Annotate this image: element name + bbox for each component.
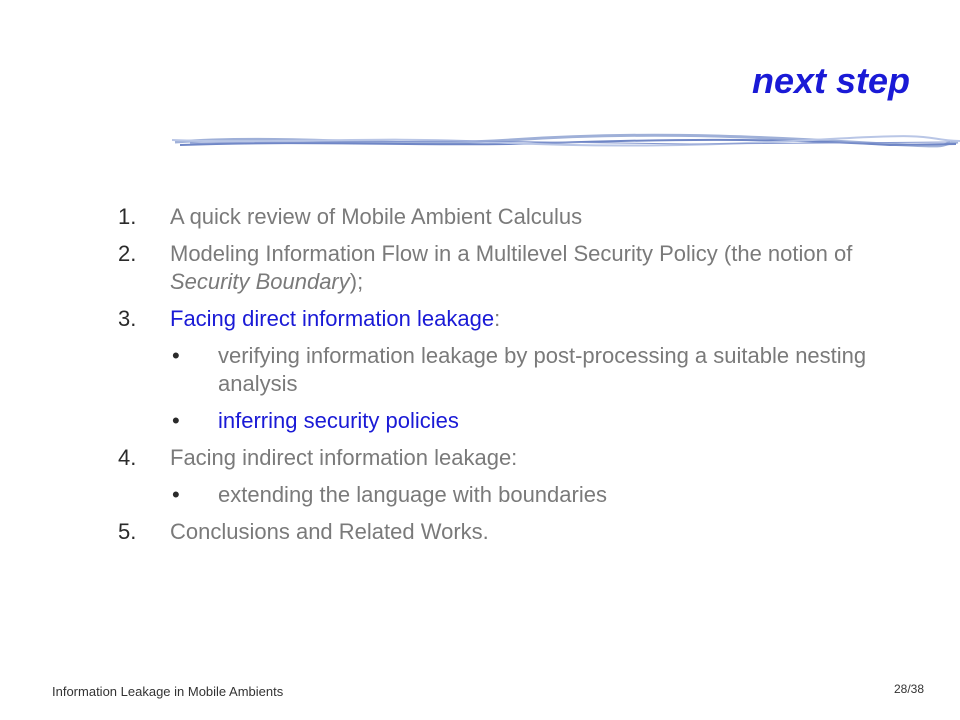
- item-number: 1.: [118, 204, 137, 229]
- bullet-marker: •: [172, 343, 180, 368]
- list-item-4: [118, 444, 878, 472]
- item-text-suffix: :: [494, 306, 501, 331]
- item-number: 4.: [118, 445, 137, 470]
- item-number: 2.: [118, 241, 137, 266]
- item-text: [170, 240, 878, 296]
- title-underline-decoration: [170, 130, 960, 154]
- item-text: Conclusions and Related Works.: [170, 519, 489, 544]
- item-text: Facing indirect information leakage:: [170, 445, 518, 470]
- sub-item-inferring: [118, 407, 878, 435]
- item-text: verifying information leakage by post-processing a suitable nesting analysis: [218, 343, 867, 396]
- item-text-part: );: [349, 269, 364, 294]
- item-number: 3.: [118, 306, 137, 331]
- list-item-5: [118, 518, 878, 546]
- item-text-highlighted: Facing direct information leakage: [170, 306, 495, 331]
- outline-list: [118, 203, 878, 555]
- list-item-1: [118, 203, 878, 231]
- slide-title: next step: [751, 60, 910, 101]
- item-text: extending the language with boundaries: [218, 482, 607, 507]
- item-text: [170, 305, 878, 333]
- item-number: 5.: [118, 519, 137, 544]
- list-item-3: [118, 305, 878, 333]
- item-text: A quick review of Mobile Ambient Calculus: [170, 204, 583, 229]
- sub-item-verifying: [118, 342, 878, 398]
- footer-page-number: 28/38: [893, 682, 924, 696]
- item-text: inferring security policies: [218, 408, 459, 433]
- footer-presentation-title: Information Leakage in Mobile Ambients: [52, 684, 284, 699]
- sub-item-extending: [118, 481, 878, 509]
- bullet-marker: •: [172, 482, 180, 507]
- bullet-marker: •: [172, 408, 180, 433]
- item-text-part: Modeling Information Flow in a Multilevel Security Policy (the notion of: [170, 241, 853, 266]
- list-item-2: [118, 240, 878, 296]
- item-text-emphasis: Security Boundary: [170, 269, 350, 294]
